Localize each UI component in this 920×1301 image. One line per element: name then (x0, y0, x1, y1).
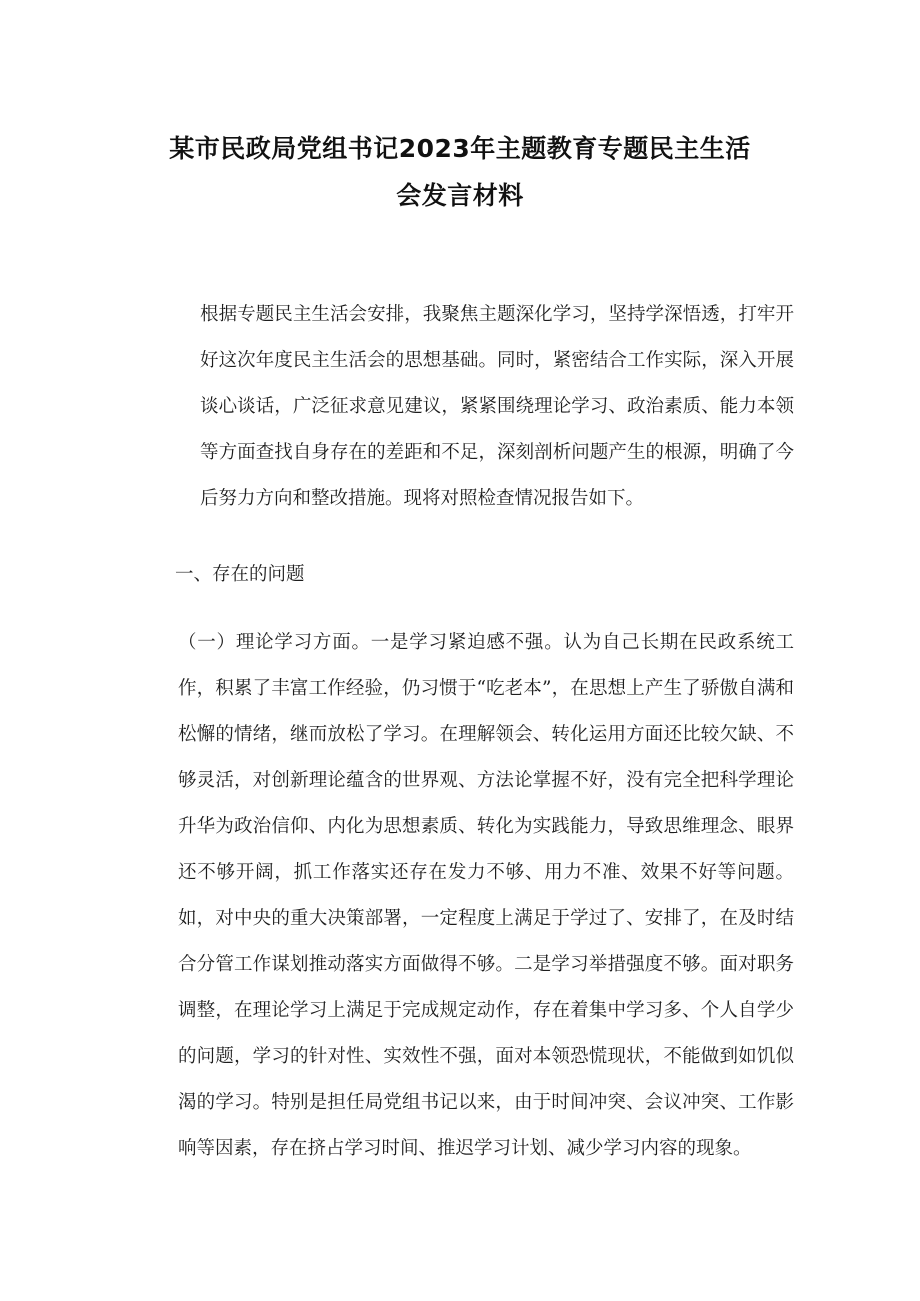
theory-study-paragraph-text: （一）理论学习方面。一是学习紧迫感不强。认为自己长期在民政系统工作，积累了丰富工作经验，仍习惯于“吃老本”，在思想上产生了骄傲自满和松懈的情绪，继而放松了学习。在理解领会、转化运用方面还比较欠缺、不够灵活，对创新理论蕴含的世界观、方法论掌握不好，没有完全把科学理论升华为政治信仰、内化为思想素质、转化为实践能力，导致思维理念、眼界还不够开阔，抓工作落实还存在发力不够、用力不准、效果不好等问题。如，对中央的重大决策部署，一定程度上满足于学过了、安排了，在及时结合分管工作谋划推动落实方面做得不够。二是学习举措强度不够。面对职务调整，在理论学习上满足于完成规定动作，存在着集中学习多、个人自学少的问题，学习的针对性、实效性不强，面对本领恐慌现状，不能做到如饥似渴的学习。特别是担任局党组书记以来，由于时间冲突、会议冲突、工作影响等因素，存在挤占学习时间、推迟学习计划、减少学习内容的现象。 (178, 632, 794, 1159)
title-line-1: 某市民政局党组书记2023年主题教育专题民主生活 (169, 133, 751, 163)
theory-study-paragraph (134, 620, 794, 1172)
intro-paragraph (134, 292, 794, 522)
document-title (130, 125, 790, 219)
intro-paragraph-text: 根据专题民主生活会安排，我聚焦主题深化学习，坚持学深悟透，打牢开好这次年度民主生活会的思想基础。同时，紧密结合工作实际，深入开展谈心谈话，广泛征求意见建议，紧紧围绕理论学习、政治素质、能力本领等方面查找自身存在的差距和不足，深刻剖析问题产生的根源，明确了今后努力方向和整改措施。现将对照检查情况报告如下。 (200, 304, 794, 509)
title-line-2: 会发言材料 (396, 180, 524, 210)
section-heading-problems: 一、存在的问题 (175, 564, 305, 585)
